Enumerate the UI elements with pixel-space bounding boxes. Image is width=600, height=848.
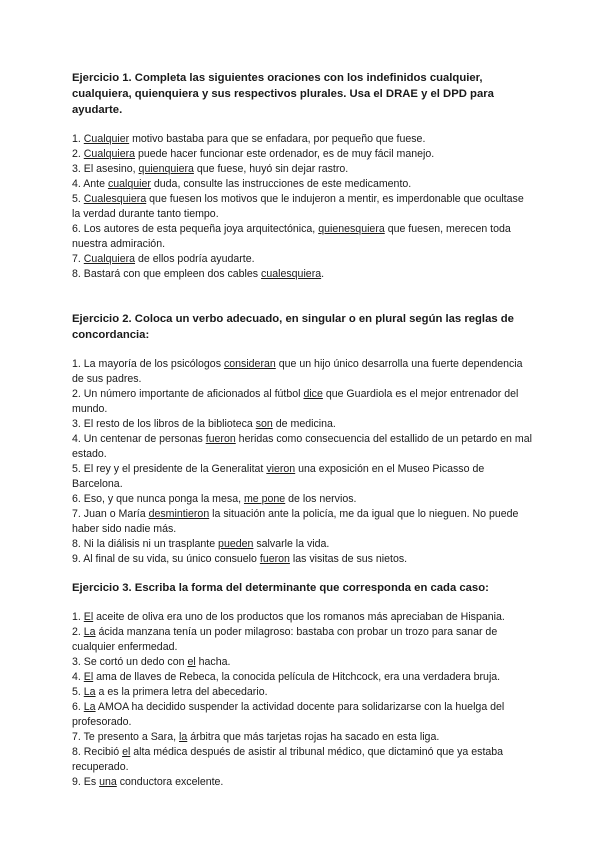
sentence-text: . [321, 268, 325, 280]
exercise-item [72, 537, 532, 552]
sentence-text: 8. Bastará con que empleen dos cables [72, 268, 262, 280]
sentence-text: 4. Un centenar de personas [72, 433, 206, 445]
document-page [72, 70, 532, 790]
sentence-text: 6. [72, 701, 84, 713]
exercise-2-list [72, 357, 532, 567]
sentence-text: ácida manzana tenía un poder milagroso: bastaba con probar un trozo para sanar de cualquier enfermedad. [72, 626, 498, 653]
sentence-text: ama de llaves de Rebeca, la conocida película de Hitchcock, era una verdadera bruja. [93, 671, 501, 683]
exercise-item [72, 462, 532, 492]
sentence-text: puede hacer funcionar este ordenador, es de muy fácil manejo. [135, 148, 435, 160]
sentence-text: aceite de oliva era uno de los productos que los romanos más apreciaban de Hispania. [93, 611, 505, 623]
sentence-text: salvarle la vida. [253, 538, 330, 550]
answer-underlined: El [83, 611, 94, 623]
answer-underlined: La [83, 701, 96, 713]
sentence-text: 7. Juan o María [72, 508, 149, 520]
sentence-text: alta médica después de asistir al tribunal médico, que dictaminó que ya estaba recuperado. [72, 746, 504, 773]
exercise-item [72, 775, 532, 790]
exercise-item [72, 625, 532, 655]
exercise-item [72, 192, 532, 222]
sentence-text: 5. [72, 686, 84, 698]
exercise-item [72, 610, 532, 625]
sentence-text: 6. Los autores de esta pequeña joya arquitectónica, [72, 223, 319, 235]
exercise-3-list [72, 610, 532, 790]
exercise-item [72, 552, 532, 567]
sentence-text: 7. [72, 253, 84, 265]
exercise-item [72, 730, 532, 745]
sentence-text: 9. Es [72, 776, 100, 788]
answer-underlined: vieron [266, 463, 296, 475]
answer-underlined: la [179, 731, 188, 743]
exercise-item [72, 387, 532, 417]
exercise-item [72, 147, 532, 162]
sentence-text: 2. Un número importante de aficionados al fútbol [72, 388, 304, 400]
sentence-text: 6. Eso, y que nunca ponga la mesa, [72, 493, 244, 505]
sentence-text: 3. Se cortó un dedo con [72, 656, 188, 668]
answer-underlined: consideran [223, 358, 276, 370]
answer-underlined: Cualquiera [83, 253, 136, 265]
sentence-text: hacha. [195, 656, 231, 668]
exercise-item [72, 685, 532, 700]
sentence-text: 3. El resto de los libros de la biblioteca [72, 418, 256, 430]
sentence-text: que un hijo único desarrolla una fuerte dependencia de sus padres. [72, 358, 523, 385]
answer-underlined: Cualquier [83, 133, 130, 145]
exercise-item [72, 132, 532, 147]
sentence-text: 4. [72, 671, 84, 683]
sentence-text: heridas como consecuencia del estallido de un petardo en mal estado. [72, 433, 532, 460]
exercise-item [72, 177, 532, 192]
answer-underlined: el [187, 656, 196, 668]
answer-underlined: son [255, 418, 273, 430]
sentence-text: motivo bastaba para que se enfadara, por pequeño que fuese. [129, 133, 426, 145]
exercise-item [72, 417, 532, 432]
answer-underlined: cualquier [107, 178, 151, 190]
exercise-1-heading: Ejercicio 1. Completa las siguientes oraciones con los indefinidos cualquier, cualquiera, quienquiera y sus respectivos plurales. Usa el DRAE y el DPD para ayudarte. [72, 72, 494, 116]
sentence-text: árbitra que más tarjetas rojas ha sacado en esta liga. [187, 731, 440, 743]
sentence-text: que fuesen, merecen toda nuestra admiración. [72, 223, 511, 250]
exercise-item [72, 162, 532, 177]
sentence-text: 9. Al final de su vida, su único consuelo [72, 553, 260, 565]
sentence-text: 2. [72, 626, 84, 638]
sentence-text: 5. [72, 193, 84, 205]
answer-underlined: desmintieron [148, 508, 210, 520]
sentence-text: 1. La mayoría de los psicólogos [72, 358, 224, 370]
sentence-text: de medicina. [272, 418, 336, 430]
exercise-item [72, 745, 532, 775]
sentence-text: de los nervios. [285, 493, 357, 505]
sentence-text: 1. [72, 611, 84, 623]
exercise-item [72, 357, 532, 387]
sentence-text: que fuese, huyó sin dejar rastro. [193, 163, 349, 175]
sentence-text: una exposición en el Museo Picasso de Barcelona. [72, 463, 485, 490]
sentence-text: duda, consulte las instrucciones de este medicamento. [150, 178, 412, 190]
sentence-text: AMOA ha decidido suspender la actividad docente para solidarizarse con la huelga del profesorado. [72, 701, 505, 728]
answer-underlined: pueden [218, 538, 254, 550]
exercise-3-heading: Ejercicio 3. Escriba la forma del determinante que corresponda en cada caso: [72, 582, 489, 594]
sentence-text: 7. Te presento a Sara, [72, 731, 179, 743]
sentence-text: de ellos podría ayudarte. [135, 253, 255, 265]
answer-underlined: La [83, 626, 96, 638]
exercise-item [72, 267, 532, 282]
sentence-text: las visitas de sus nietos. [289, 553, 408, 565]
exercise-item [72, 670, 532, 685]
sentence-text: 3. El asesino, [72, 163, 139, 175]
answer-underlined: cualesquiera [261, 268, 322, 280]
exercise-item [72, 507, 532, 537]
sentence-text: 4. Ante [72, 178, 108, 190]
exercise-item [72, 492, 532, 507]
sentence-text: 8. Recibió [72, 746, 123, 758]
sentence-text: que Guardiola es el mejor entrenador del mundo. [72, 388, 519, 415]
answer-underlined: quienesquiera [318, 223, 385, 235]
answer-underlined: una [99, 776, 117, 788]
answer-underlined: El [83, 671, 94, 683]
sentence-text: 1. [72, 133, 84, 145]
exercise-item [72, 252, 532, 267]
answer-underlined: me pone [243, 493, 286, 505]
sentence-text: la situación ante la policía, me da igual que lo nieguen. No puede haber sido nadie más. [72, 508, 519, 535]
answer-underlined: Cualesquiera [83, 193, 147, 205]
answer-underlined: Cualquiera [83, 148, 136, 160]
exercise-item [72, 700, 532, 730]
answer-underlined: quienquiera [138, 163, 194, 175]
sentence-text: 5. El rey y el presidente de la Generalitat [72, 463, 267, 475]
answer-underlined: el [122, 746, 131, 758]
exercise-item [72, 222, 532, 252]
answer-underlined: fueron [205, 433, 236, 445]
sentence-text: 2. [72, 148, 84, 160]
answer-underlined: fueron [259, 553, 290, 565]
exercise-1-list [72, 132, 532, 282]
answer-underlined: dice [303, 388, 323, 400]
sentence-text: conductora excelente. [116, 776, 224, 788]
sentence-text: que fuesen los motivos que le indujeron a mentir, es imperdonable que ocultase la verdad durante tanto tiempo. [72, 193, 524, 220]
exercise-2-heading: Ejercicio 2. Coloca un verbo adecuado, en singular o en plural según las reglas de concordancia: [72, 313, 514, 341]
sentence-text: 8. Ni la diálisis ni un trasplante [72, 538, 219, 550]
exercise-item [72, 655, 532, 670]
exercise-item [72, 432, 532, 462]
sentence-text: a es la primera letra del abecedario. [95, 686, 268, 698]
answer-underlined: La [83, 686, 96, 698]
